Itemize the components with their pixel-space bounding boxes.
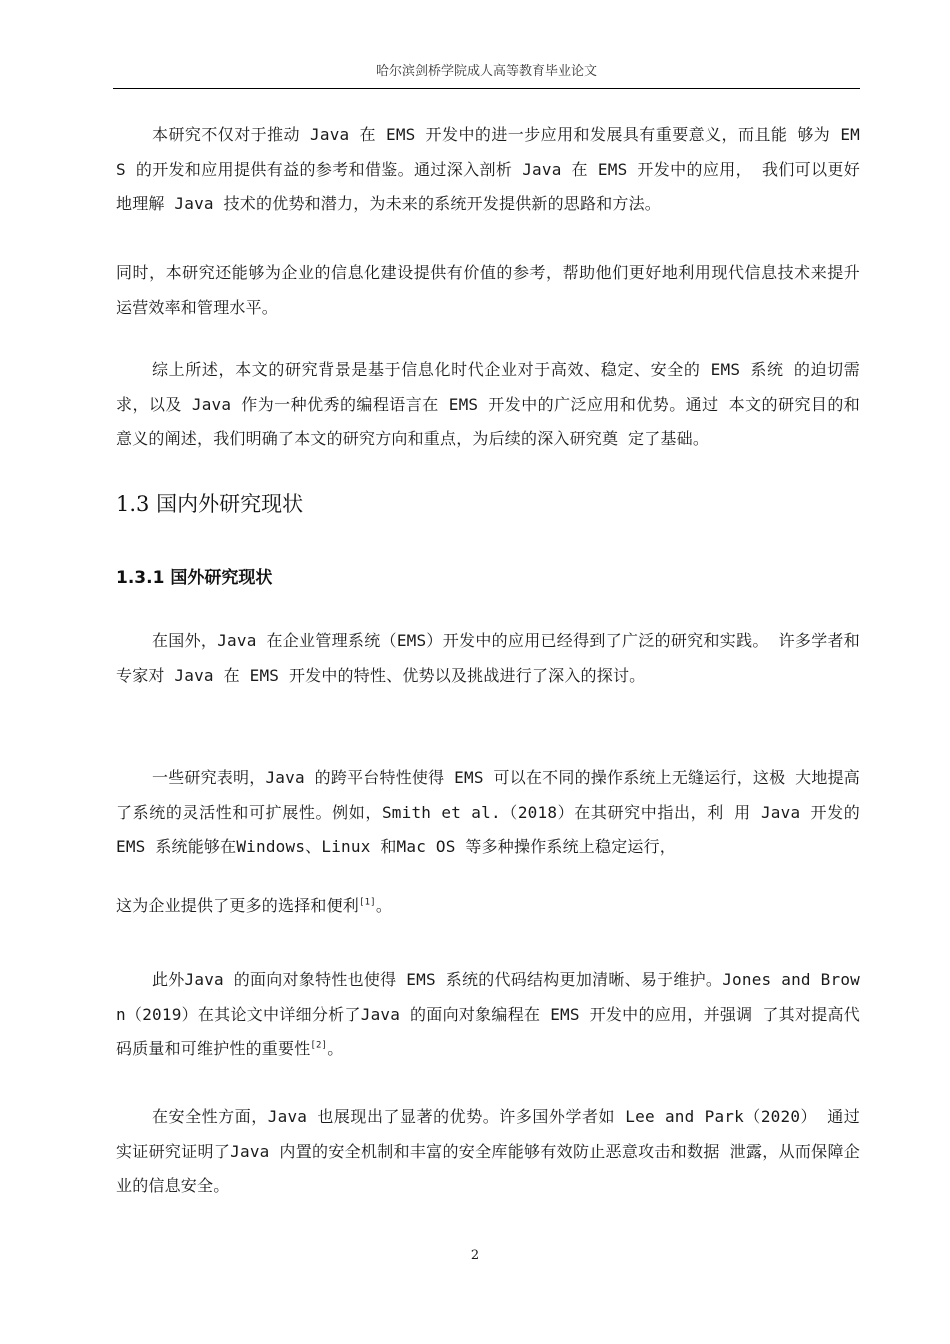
citation-2: [2]	[310, 1040, 328, 1051]
paragraph-cross-platform-tail	[116, 889, 860, 924]
paragraph-object-oriented	[116, 963, 860, 1067]
period: 。	[375, 896, 393, 915]
paragraph-security: 在安全性方面，Java 也展现出了显著的优势。许多国外学者如 Lee and Park（2020） 通过实证研究证明了Java 内置的安全机制和丰富的安全库能够有效防止恶意攻击和数据 泄露，从而保障企业的信息安全。	[116, 1107, 860, 1195]
paragraph-text: 这为企业提供了更多的选择和便利	[116, 896, 360, 915]
paragraph-cross-platform: 一些研究表明，Java 的跨平台特性使得 EMS 可以在不同的操作系统上无缝运行，这极 大地提高了系统的灵活性和可扩展性。例如，Smith et al.（2018）在其研究中指出，利 用 Java 开发的 EMS 系统能够在Windows、Linux 和Mac OS 等多种操作系统上稳定运行，	[116, 768, 860, 856]
paragraph-informatization: 同时，本研究还能够为企业的信息化建设提供有价值的参考，帮助他们更好地利用现代信息技术来提升运营效率和管理水平。	[116, 263, 860, 317]
header-divider	[113, 88, 860, 89]
subsection-heading: 1.3.1 国外研究现状	[116, 568, 273, 588]
section-heading: 1.3 国内外研究现状	[116, 492, 304, 516]
citation-1: [1]	[359, 897, 376, 908]
paragraph-foreign-overview: 在国外，Java 在企业管理系统（EMS）开发中的应用已经得到了广泛的研究和实践。 许多学者和专家对 Java 在 EMS 开发中的特性、优势以及挑战进行了深入的探讨。	[116, 631, 860, 685]
paragraph-summary: 综上所述，本文的研究背景是基于信息化时代企业对于高效、稳定、安全的 EMS 系统 的迫切需求，以及 Java 作为一种优秀的编程语言在 EMS 开发中的广泛应用和优势。通过 本文的研究目的和意义的阐述，我们明确了本文的研究方向和重点，为后续的深入研究奠 定了基础。	[116, 360, 860, 448]
paragraph-significance: 本研究不仅对于推动 Java 在 EMS 开发中的进一步应用和发展具有重要意义，而且能 够为 EMS 的开发和应用提供有益的参考和借鉴。通过深入剖析 Java 在 EMS 开发中的应用， 我们可以更好地理解 Java 技术的优势和潜力，为未来的系统开发提供新的思路和方法。	[116, 125, 860, 213]
page-number: 2	[470, 1248, 480, 1263]
paragraph-text: 此外Java 的面向对象特性也使得 EMS 系统的代码结构更加清晰、易于维护。Jones and Brown（2019）在其论文中详细分析了Java 的面向对象编程在 EMS 开发中的应用，并强调 了其对提高代码质量和可维护性的重要性	[116, 970, 860, 1058]
page-header: 哈尔滨剑桥学院成人高等教育毕业论文	[375, 64, 597, 79]
period: 。	[327, 1039, 344, 1058]
